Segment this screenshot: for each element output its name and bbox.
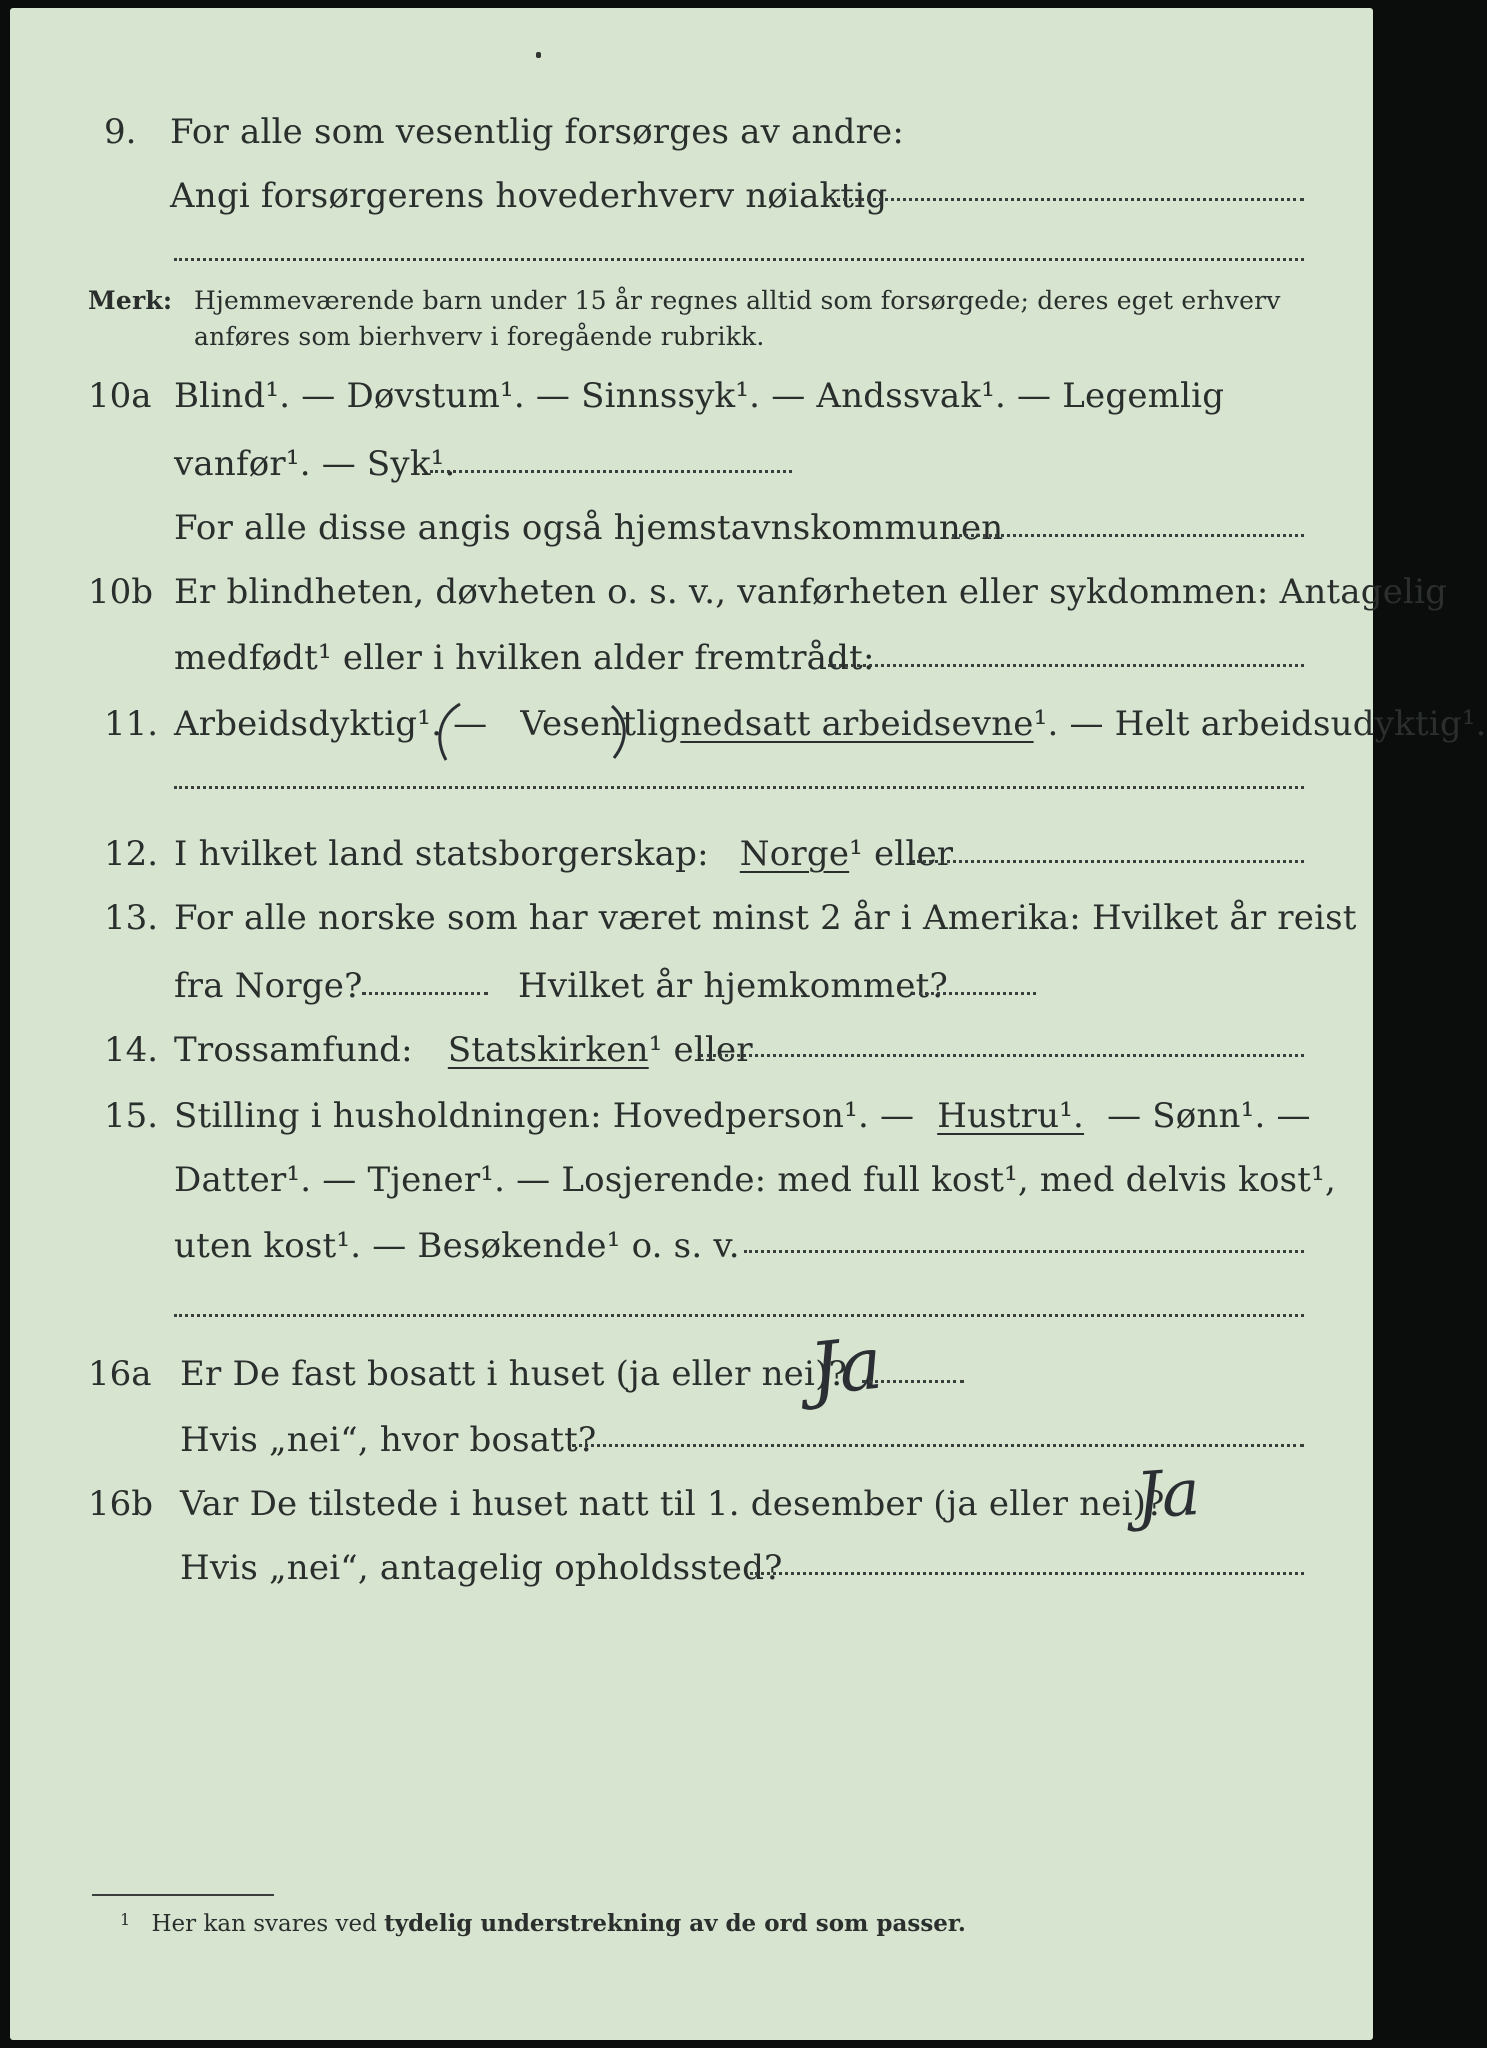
footnote-plain: Her kan svares ved	[151, 1911, 377, 1937]
q12-answer-line[interactable]	[912, 860, 1304, 863]
q16a-handwritten-answer: Ja	[805, 1320, 886, 1412]
q16b-opholdssted-line[interactable]	[750, 1572, 1304, 1575]
q11-arbeidsdyktig: Arbeidsdyktig¹. —	[174, 704, 488, 744]
q15-sonn: — Sønn¹. —	[1107, 1096, 1311, 1136]
q14-answer-line[interactable]	[700, 1054, 1304, 1057]
census-form-page	[10, 8, 1487, 2040]
q14-trossamfund: Trossamfund:	[174, 1030, 413, 1070]
q13-fra-norge: fra Norge?	[174, 966, 363, 1006]
q9-number: 9.	[104, 112, 137, 152]
q15-hovedperson: Stilling i husholdningen: Hovedperson¹. —	[174, 1096, 915, 1136]
merk-label: Merk:	[88, 286, 173, 315]
q12-statsborgerskap: I hvilket land statsborgerskap:	[174, 834, 709, 874]
footnote-marker: 1	[120, 1910, 131, 1929]
q16b-handwritten-answer: Ja	[1133, 1455, 1203, 1535]
q9-answer-line-2[interactable]	[174, 258, 1304, 261]
merk-text-2: anføres som bierhverv i foregående rubrikk.	[194, 322, 765, 351]
q13-text-1: For alle norske som har været minst 2 år i Amerika: Hvilket år reist	[174, 898, 1357, 938]
q11-nedsatt: nedsatt arbeidsevne	[680, 704, 1034, 744]
q14-statskirken: Statskirken	[447, 1030, 649, 1070]
q10b-number: 10b	[88, 572, 154, 612]
q9-text-2: Angi forsørgerens hovederhverv nøiaktig	[170, 176, 888, 216]
q15-answer-line[interactable]	[744, 1250, 1304, 1253]
q13-hjemkommet: Hvilket år hjemkommet?	[518, 966, 948, 1006]
q13-hjemkommet-line[interactable]	[912, 992, 1036, 995]
q16a-text-2: Hvis „nei“, hvor bosatt?	[180, 1420, 597, 1460]
q16b-number: 16b	[88, 1484, 154, 1524]
q11-number: 11.	[104, 704, 159, 744]
q14-eller: ¹ eller	[648, 1030, 753, 1070]
q12-eller: ¹ eller	[849, 834, 954, 874]
q10b-text-2: medfødt¹ eller i hvilken alder fremtrådt:	[174, 638, 875, 678]
q11-answer-line[interactable]	[174, 786, 1304, 789]
q11-handwritten-mark	[422, 698, 642, 768]
q13-reist-line[interactable]	[362, 992, 488, 995]
q15-number: 15.	[104, 1096, 159, 1136]
merk-text-1: Hjemmeværende barn under 15 år regnes alltid som forsørgede; deres eget erhverv	[194, 286, 1281, 315]
q16b-text-1: Var De tilstede i huset natt til 1. desember (ja eller nei)?	[180, 1484, 1165, 1524]
q10b-answer-line[interactable]	[828, 664, 1304, 667]
q10b-text-1: Er blindheten, døvheten o. s. v., vanførheten eller sykdommen: Antagelig	[174, 572, 1448, 612]
q15-text-2: Datter¹. — Tjener¹. — Losjerende: med full kost¹, med delvis kost¹,	[174, 1160, 1336, 1200]
q14-number: 14.	[104, 1030, 159, 1070]
q16a-text-1: Er De fast bosatt i huset (ja eller nei)?	[180, 1354, 847, 1394]
q16a-answer-line[interactable]	[862, 1380, 964, 1383]
q10a-syk-line[interactable]	[430, 470, 792, 473]
q9-answer-line[interactable]	[824, 198, 1304, 201]
q12-norge: Norge	[739, 834, 850, 874]
footnote	[120, 1910, 966, 1937]
q15-text-1	[174, 1096, 1311, 1136]
q11-text	[174, 704, 1487, 744]
footnote-rule	[92, 1894, 274, 1896]
q16a-bosatt-line[interactable]	[572, 1444, 1304, 1447]
q10a-number: 10a	[88, 376, 152, 416]
q11-helt: ¹. — Helt arbeidsudyktig¹.	[1033, 704, 1487, 744]
q10a-text-2: vanfør¹. — Syk¹.	[174, 444, 456, 484]
q13-number: 13.	[104, 898, 159, 938]
q10a-text-3: For alle disse angis også hjemstavnskommunen	[174, 508, 1004, 548]
q15-hustru: Hustru¹.	[937, 1096, 1085, 1136]
q11-vesentlig: Vesentlig	[520, 704, 681, 744]
q10a-hjemstavn-line[interactable]	[952, 534, 1304, 537]
footnote-bold: tydelig understrekning av de ord som passer.	[384, 1910, 966, 1937]
q16a-number: 16a	[88, 1354, 152, 1394]
q10a-text-1: Blind¹. — Døvstum¹. — Sinnssyk¹. — Andssvak¹. — Legemlig	[174, 376, 1225, 416]
q16b-text-2: Hvis „nei“, antagelig opholdssted?	[180, 1548, 783, 1588]
ink-dot	[536, 52, 541, 58]
q12-number: 12.	[104, 834, 159, 874]
q15-text-3: uten kost¹. — Besøkende¹ o. s. v.	[174, 1226, 740, 1266]
q12-text	[174, 834, 953, 874]
q15-answer-line-2[interactable]	[174, 1314, 1304, 1317]
q14-text	[174, 1030, 753, 1070]
q9-text-1: For alle som vesentlig forsørges av andre:	[170, 112, 905, 152]
